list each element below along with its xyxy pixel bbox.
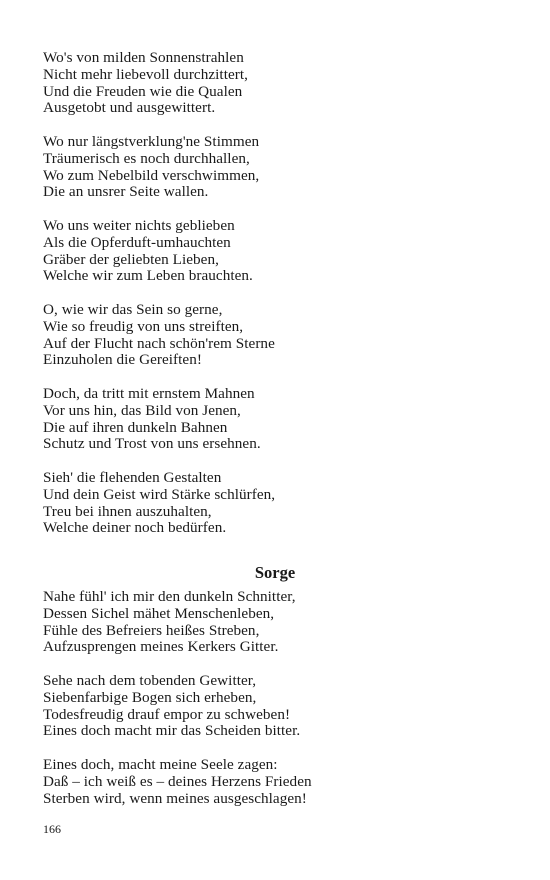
verse-line: Sieh' die flehenden Gestalten [43,468,222,486]
verse-line: Nahe fühl' ich mir den dunkeln Schnitter, [43,588,296,605]
verse-line: Die an unsrer Seite wallen. [43,183,209,201]
verse-line: Gräber der geliebten Lieben, [43,250,219,268]
stanza [43,589,513,656]
verse-line: Schutz und Trost von uns ersehnen. [43,435,261,453]
verse-line: Nicht mehr liebevoll durchzittert, [43,65,248,83]
verse-line: Treu bei ihnen auszuhalten, [43,502,212,520]
stanza [43,673,513,740]
verse-line: Vor uns hin, das Bild von Jenen, [43,401,241,419]
poem-title: Sorge [254,563,296,582]
verse-line: Wo nur längstverklung'ne Stimmen [43,132,260,150]
verse-line: Eines doch, macht meine Seele zagen: [43,755,278,773]
verse-line: Welche deiner noch bedürfen. [43,519,227,537]
verse-line: Wo zum Nebelbild verschwimmen, [43,166,260,184]
verse-line: Ausgetobt und ausgewittert. [43,99,216,117]
stanza [43,134,513,201]
verse-line: Wo uns weiter nichts geblieben [43,216,235,234]
verse-line: Daß – ich weiß es – deines Herzens Frieden [43,772,312,790]
stanza [43,470,513,537]
verse-line: Aufzusprengen meines Kerkers Gitter. [43,638,279,656]
poem-1 [43,50,513,537]
verse-line: Doch, da tritt mit ernstem Mahnen [43,384,255,402]
verse-line: Fühle des Befreiers heißes Streben, [43,621,260,639]
verse-line: Als die Opferduft-umhauchten [43,233,231,251]
verse-line: Dessen Sichel mähet Menschenleben, [43,604,275,622]
verse-line: Träumerisch es noch durchhallen, [43,149,250,167]
verse-line: Wo's von milden Sonnenstrahlen [43,49,244,66]
verse-line: Welche wir zum Leben brauchten. [43,267,253,285]
verse-line: Eines doch macht mir das Scheiden bitter. [43,722,301,740]
verse-line: Auf der Flucht nach schön'rem Sterne [43,334,275,352]
stanza [43,302,513,369]
stanza [43,218,513,285]
page-number: 166 [43,822,61,836]
verse-line: Sehe nach dem tobenden Gewitter, [43,671,257,689]
verse-line: O, wie wir das Sein so gerne, [43,300,223,318]
verse-line: Einzuholen die Gereiften! [43,351,202,369]
verse-line: Und dein Geist wird Stärke schlürfen, [43,485,276,503]
stanza [43,386,513,453]
verse-line: Die auf ihren dunkeln Bahnen [43,418,228,436]
verse-line: Siebenfarbige Bogen sich erheben, [43,688,257,706]
verse-line: Und die Freuden wie die Qualen [43,82,243,100]
stanza [43,50,513,117]
verse-line: Todesfreudig drauf empor zu schweben! [43,705,291,723]
stanza [43,757,513,807]
poem-2 [43,589,513,807]
verse-line: Wie so freudig von uns streiften, [43,317,244,335]
verse-line: Sterben wird, wenn meines ausgeschlagen! [43,789,307,807]
